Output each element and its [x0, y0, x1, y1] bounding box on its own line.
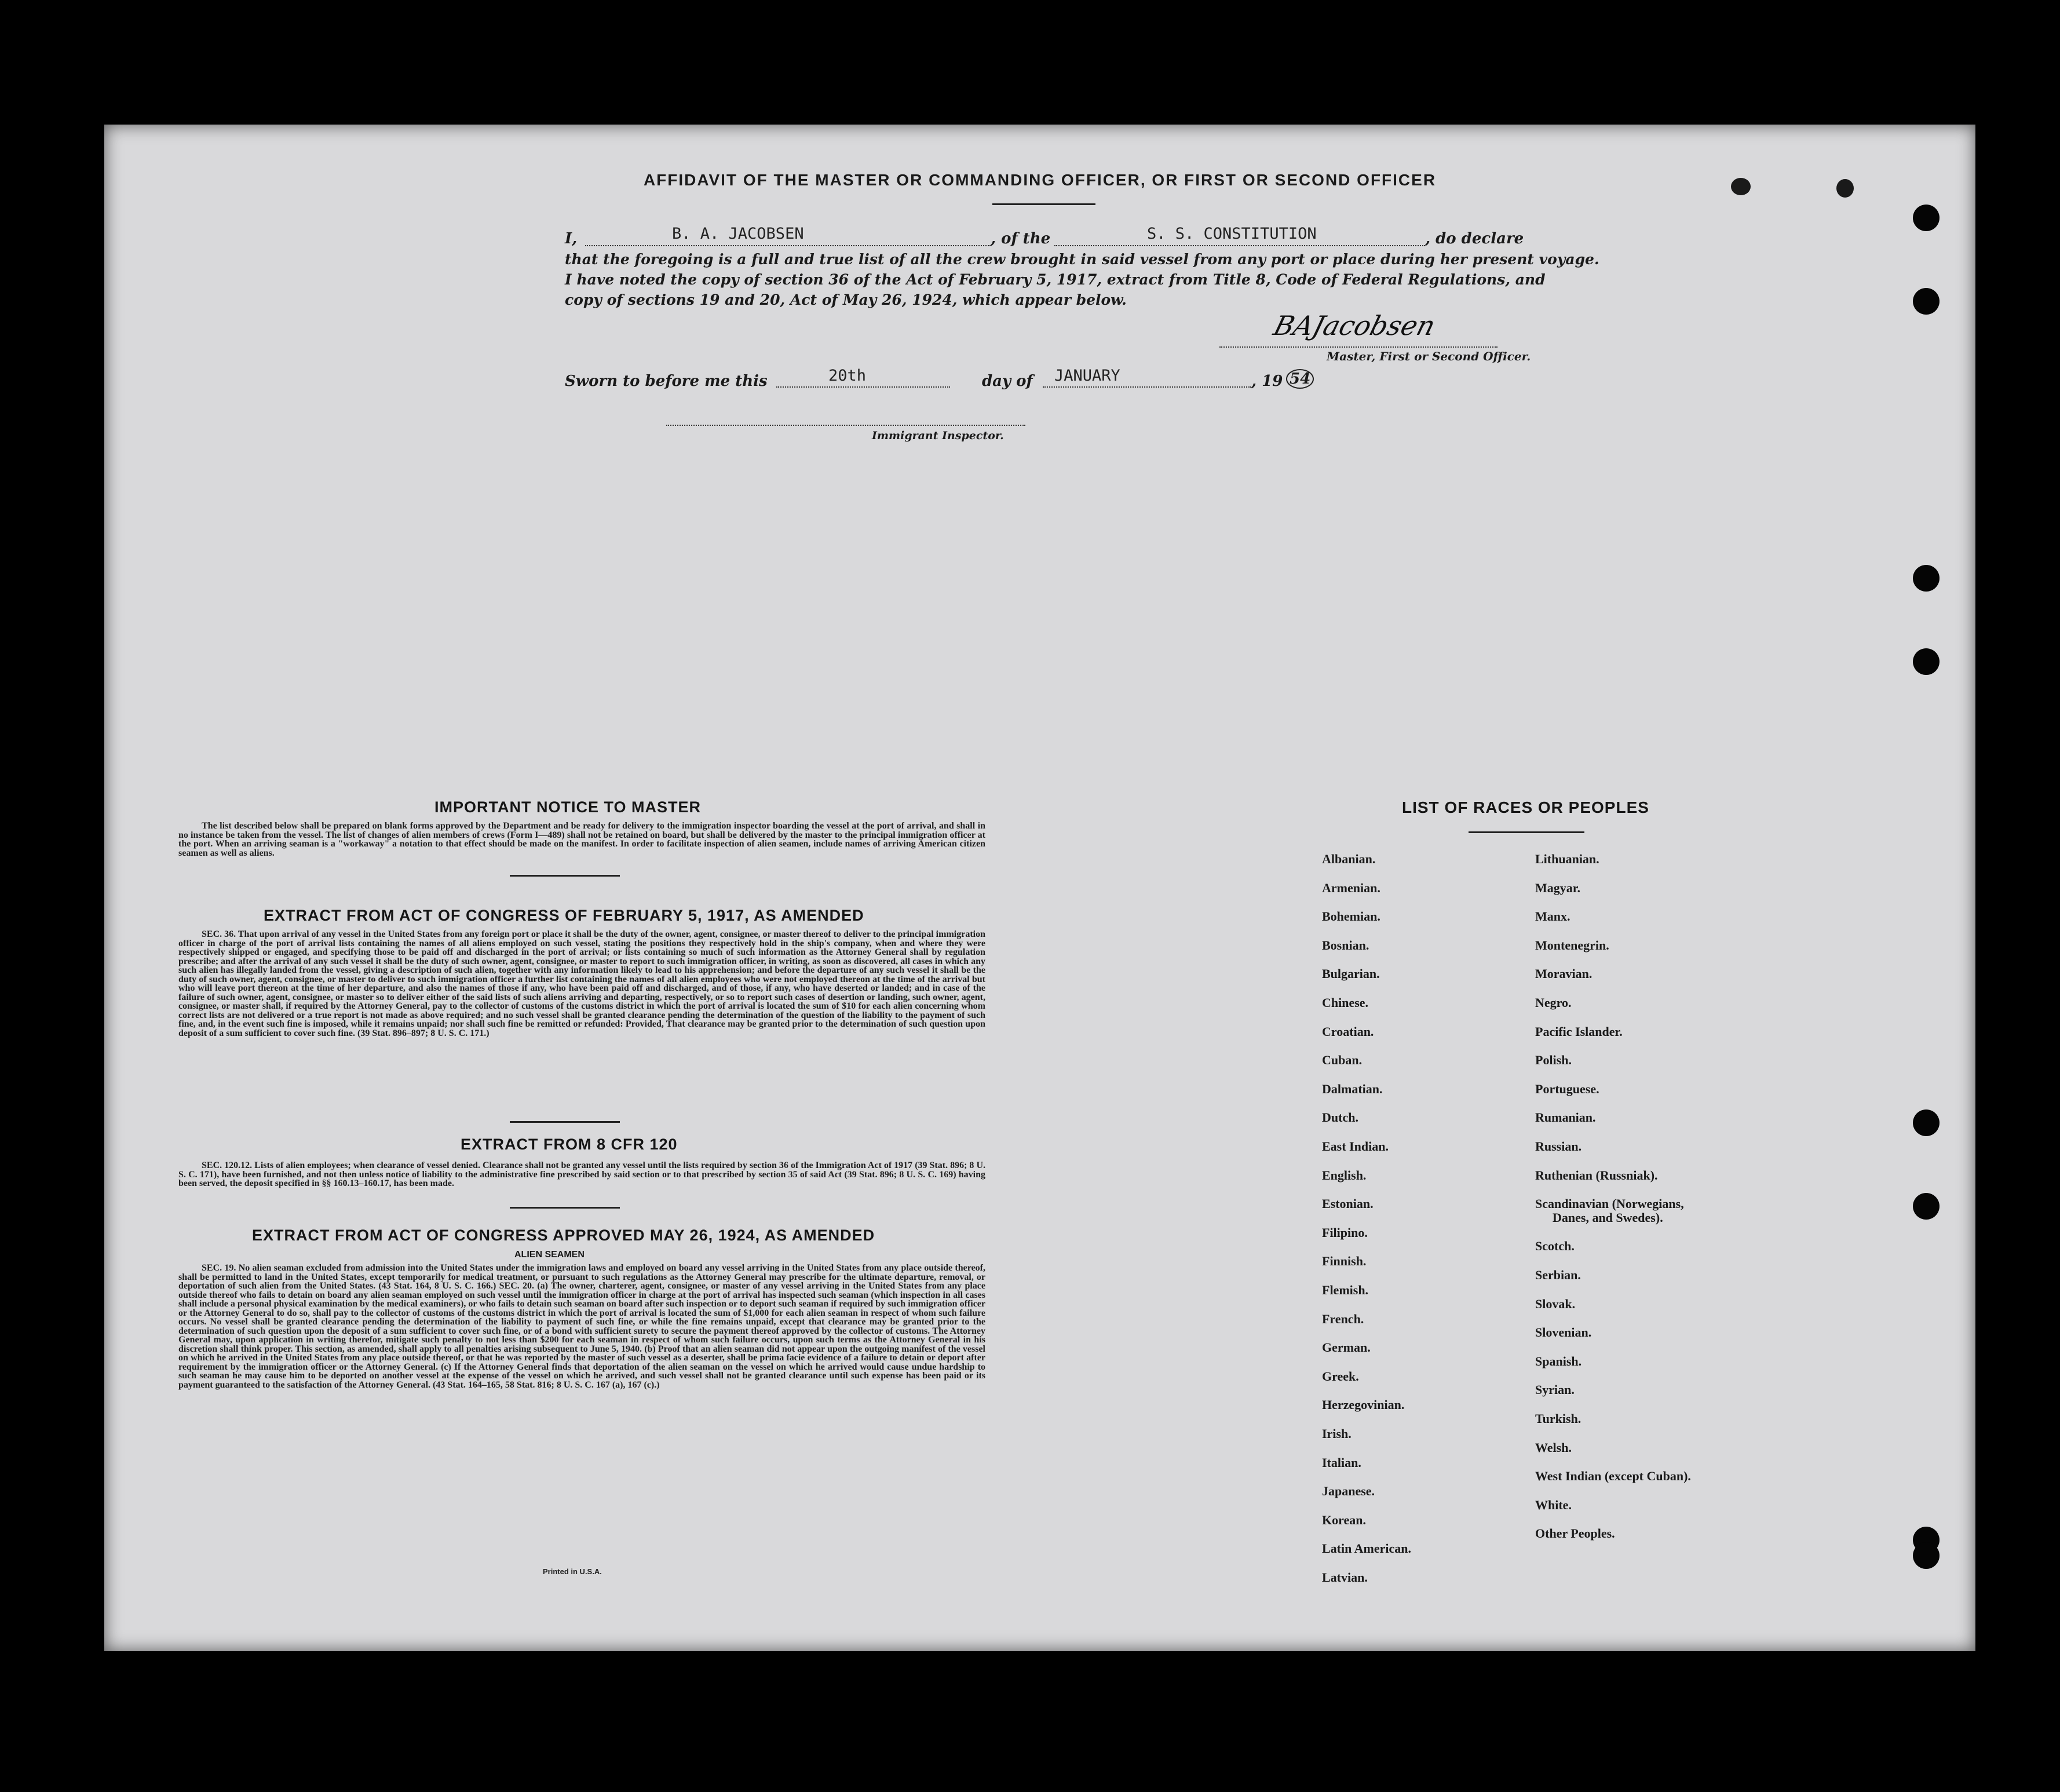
race-item: Albanian.: [1322, 852, 1376, 866]
race-item: Montenegrin.: [1535, 937, 1609, 952]
declaration-line-3: I have noted the copy of section 36 of the Act of February 5, 1917, extract from Title 8, Code of Federal Regulations, and: [565, 271, 1546, 288]
race-item: Finnish.: [1322, 1254, 1367, 1269]
race-item: Bulgarian.: [1322, 966, 1380, 981]
vessel-name: S. S. CONSTITUTION: [1147, 225, 1317, 243]
signature-caption: Master, First or Second Officer.: [1327, 349, 1531, 363]
race-item: Bosnian.: [1322, 937, 1369, 952]
race-item: Irish.: [1322, 1426, 1352, 1441]
extract-1917-text: SEC. 36. That upon arrival of any vessel in the United States from any foreign port or place it shall be the duty of the owner, agent, consignee, or master thereof to deliver to the principal immigration officer in charge of the port of arrival lists containing the names of all aliens employed on such vessel, stating the positions they respectively hold in the ship's company, when and where they were respectively shipped or engaged, and specifying those to be paid off and discharged in the port of arrival; or lists containing so much of such information as the Attorney General shall by regulation prescribe; and after the arrival of any such vessel it shall be the duty of such owner, agent, consignee, or master to report to such immigration officer, in writing, as soon as discovered, all cases in which any such alien has illegally landed from the vessel, giving a description of such alien, together with any information likely to lead to his apprehension; and before the departure of any such vessel it shall be the duty of such owner, agent, consignee, or master to deliver to such immigration officer a further list containing the names of all alien employees who were not employed thereon at the time of the arrival but who will leave port thereon at the time of her departure, and also the names of those if any, who have been paid off and discharged, and of those, if any, who have deserted or landed; and in case of the failure of such owner, agent, consignee, or master so to deliver either of the said lists of such aliens arriving and departing, respectively, or so to report such cases of desertion or landing, such owner, agent, consignee, or master shall, if required by the Attorney General, pay to the collector of customs of the customs district in which the port of arrival is located the sum of $10 for each alien concerning whom correct lists are not delivered or a true report is not made as above required; and no such vessel shall be granted clearance pending the determination of the question of the liability to the payment of such fine, and, in the event such fine is imposed, while it remains unpaid; nor shall such fine be remitted or refunded: Provided, That clearance may be granted prior to the determination of such question upon deposit of a sum sufficient to cover such fine. (39 Stat. 896–897; 8 U. S. C. 171.): [178, 929, 985, 1038]
race-item: Slovenian.: [1535, 1325, 1592, 1340]
race-item: Dutch.: [1322, 1110, 1358, 1125]
sworn-label: Sworn to before me this: [565, 373, 768, 390]
race-item: Portuguese.: [1535, 1081, 1599, 1096]
race-item: Rumanian.: [1535, 1110, 1596, 1125]
notice-text: The list described below shall be prepared on blank forms approved by the Department and be ready for delivery to the immigration inspector boarding the vessel at the port of arrival, and shall in no instance be taken from the vessel. The list of changes of alien members of crews (Form I—489) shall not be retained on board, but shall be delivered by the master to the principal immigration officer at the port. When an arriving seaman is a "workaway" a notation to that effect should be made on the manifest. In order to facilitate inspection of alien seamen, include names of arriving American citizen seamen as well as aliens.: [178, 821, 985, 858]
binder-hole: [1913, 205, 1940, 231]
extract-1917-title: EXTRACT FROM ACT OF CONGRESS OF FEBRUARY 5, 1917, AS AMENDED: [264, 907, 864, 924]
race-item: Scotch.: [1535, 1239, 1575, 1254]
races-title: LIST OF RACES OR PEOPLES: [1402, 798, 1649, 816]
notice-title: IMPORTANT NOTICE TO MASTER: [434, 798, 701, 816]
race-item: West Indian (except Cuban).: [1535, 1469, 1691, 1484]
race-item: German.: [1322, 1340, 1371, 1355]
extract-cfr-rule: [510, 1207, 620, 1209]
race-item: Bohemian.: [1322, 909, 1380, 924]
extract-1924-subtitle: ALIEN SEAMEN: [514, 1250, 585, 1260]
notice-rule: [510, 875, 620, 877]
binder-hole: [1913, 288, 1940, 315]
race-item: Japanese.: [1322, 1484, 1375, 1499]
race-item: Other Peoples.: [1535, 1526, 1615, 1541]
race-item: Welsh.: [1535, 1440, 1572, 1455]
race-item: East Indian.: [1322, 1139, 1389, 1154]
race-item: Dalmatian.: [1322, 1081, 1383, 1096]
race-item: English.: [1322, 1167, 1367, 1182]
vessel-line: [1054, 245, 1425, 246]
race-item: Polish.: [1535, 1053, 1572, 1068]
printed-in-usa: Printed in U.S.A.: [543, 1567, 602, 1576]
binder-hole: [1913, 648, 1940, 675]
binder-hole: [1913, 1193, 1940, 1220]
race-item: Spanish.: [1535, 1353, 1582, 1368]
race-item: French.: [1322, 1311, 1364, 1326]
race-item: Ruthenian (Russniak).: [1535, 1167, 1658, 1182]
title-rule: [992, 203, 1095, 205]
race-item: Chinese.: [1322, 995, 1369, 1010]
binder-hole: [1913, 1109, 1940, 1136]
race-item: Cuban.: [1322, 1053, 1363, 1068]
affidavit-title: AFFIDAVIT OF THE MASTER OR COMMANDING OFFICER, OR FIRST OR SECOND OFFICER: [643, 171, 1437, 189]
sworn-day: 20th: [828, 367, 867, 385]
race-item: Russian.: [1535, 1139, 1582, 1154]
race-item: Greek.: [1322, 1368, 1359, 1384]
declaration-line-2: that the foregoing is a full and true list of all the crew brought in said vessel from any port or place during her present voyage.: [565, 251, 1599, 268]
i-label: I,: [565, 230, 578, 247]
of-the-label: , of the: [991, 230, 1051, 247]
binder-hole: [1913, 565, 1940, 592]
race-item: Latvian.: [1322, 1570, 1368, 1585]
master-name: B. A. JACOBSEN: [672, 225, 804, 243]
race-item: Negro.: [1535, 995, 1572, 1010]
race-item: Latin American.: [1322, 1541, 1411, 1556]
race-item: Syrian.: [1535, 1382, 1575, 1397]
sworn-month: JANUARY: [1054, 367, 1120, 385]
extract-1924-title: EXTRACT FROM ACT OF CONGRESS APPROVED MAY 26, 1924, AS AMENDED: [252, 1227, 875, 1244]
race-item: Filipino.: [1322, 1225, 1368, 1240]
race-item: Serbian.: [1535, 1268, 1581, 1282]
race-item: Korean.: [1322, 1512, 1366, 1527]
declaration-line-4: copy of sections 19 and 20, Act of May 26, 1924, which appear below.: [565, 291, 1127, 308]
master-signature: BAJacobsen: [1270, 310, 1439, 341]
declare-label: , do declare: [1425, 230, 1524, 247]
name-line: [585, 245, 991, 246]
race-item: Pacific Islander.: [1535, 1024, 1623, 1039]
race-item: Italian.: [1322, 1455, 1361, 1470]
extract-1924-text: SEC. 19. No alien seaman excluded from admission into the United States under the immigration laws and employed on board any vessel arriving in the United States from any place outside thereof, shall be permitted to land in the United States, except temporarily for medical treatment, or pursuant to such regulations as the Attorney General may prescribe for the ultimate departure, removal, or deportation of such alien from the United States. (43 Stat. 164, 8 U. S. C. 166.) SEC. 20. (a) The owner, charterer, agent, consignee, or master of any vessel arriving in the United States from any place outside thereof who fails to detain on board any alien seaman employed on such vessel until the immigration officer in charge at the port of arrival has inspected such seaman (which inspection in all cases shall include a personal physical examination by the medical examiners), or who fails to detain such seaman on board after such inspection or to deport such seaman if required by such immigration officer or the Attorney General to do so, shall pay to the collector of customs of the customs district in which the port of arrival is located the sum of $1,000 for each alien seaman in respect of whom such failure occurs. No vessel shall be granted clearance pending the determination of the liability to payment of such fine, or while the fine remains unpaid, except that clearance may be granted prior to the determination of such question upon the deposit of a sum sufficient to cover such fine, or of a bond with sufficient surety to secure the payment thereof approved by the collector of customs. The Attorney General may, upon application in writing therefor, mitigate such penalty to not less than $200 for each seaman in respect of whom such failure occurs, upon such terms as the Attorney General in his discretion shall think proper. This section, as amended, shall apply to all penalties arising subsequent to June 5, 1940. (b) Proof that an alien seaman did not appear upon the outgoing manifest of the vessel on which he arrived in the United States from any place outside thereof, or that he was reported by the master of such vessel as a deserter, shall be prima facie evidence of a failure to detain or deport after requirement by the immigration officer or the Attorney General. (c) If the Attorney General finds that deportation of the alien seaman on the vessel on which he arrived would cause undue hardship to such seaman he may cause him to be deported on another vessel at the expense of the vessel on which he arrived, and such vessel shall not be granted clearance until such expense has been paid or its payment guaranteed to the satisfaction of the Attorney General. (43 Stat. 164–165, 58 Stat. 816; 8 U. S. C. 167 (a), 167 (c).): [178, 1263, 985, 1390]
race-item: Scandinavian (Norwegians,: [1535, 1196, 1684, 1211]
race-item: Moravian.: [1535, 966, 1593, 981]
inspector-line: [666, 425, 1025, 426]
extract-cfr-text: SEC. 120.12. Lists of alien employees; when clearance of vessel denied. Clearance shall not be granted any vessel until the lists required by section 36 of the Immigration Act of 1917 (39 Stat. 896; 8 U. S. C. 171), have been furnished, and not then unless notice of liability to the administrative fine prescribed by said section or to that prescribed by section 35 of said Act (39 Stat. 896; 8 U. S. C. 169) having been served, the deposit specified in §§ 160.13–160.17, has been made.: [178, 1160, 985, 1188]
day-line: [776, 386, 950, 388]
binder-hole: [1913, 1542, 1940, 1569]
month-line: [1043, 386, 1251, 388]
race-item: Slovak.: [1535, 1296, 1576, 1311]
race-item: Croatian.: [1322, 1024, 1374, 1039]
race-item: Armenian.: [1322, 880, 1380, 895]
day-of-label: day of: [982, 373, 1033, 390]
race-item: Danes, and Swedes).: [1553, 1210, 1663, 1225]
inspector-caption: Immigrant Inspector.: [872, 429, 1004, 442]
races-rule: [1469, 831, 1584, 833]
form-page: [104, 125, 1975, 1651]
race-item: Estonian.: [1322, 1196, 1374, 1211]
race-item: Manx.: [1535, 909, 1570, 924]
race-item: Lithuanian.: [1535, 852, 1599, 866]
race-item: Herzegovinian.: [1322, 1397, 1405, 1413]
race-item: White.: [1535, 1497, 1572, 1512]
extract-1917-rule: [510, 1121, 620, 1123]
year-prefix: , 19: [1251, 373, 1283, 390]
extract-cfr-title: EXTRACT FROM 8 CFR 120: [461, 1136, 678, 1153]
signature-line: [1219, 346, 1497, 348]
race-item: Magyar.: [1535, 880, 1581, 895]
year-suffix: 54: [1286, 369, 1314, 389]
race-item: Flemish.: [1322, 1283, 1369, 1297]
race-item: Turkish.: [1535, 1411, 1581, 1426]
